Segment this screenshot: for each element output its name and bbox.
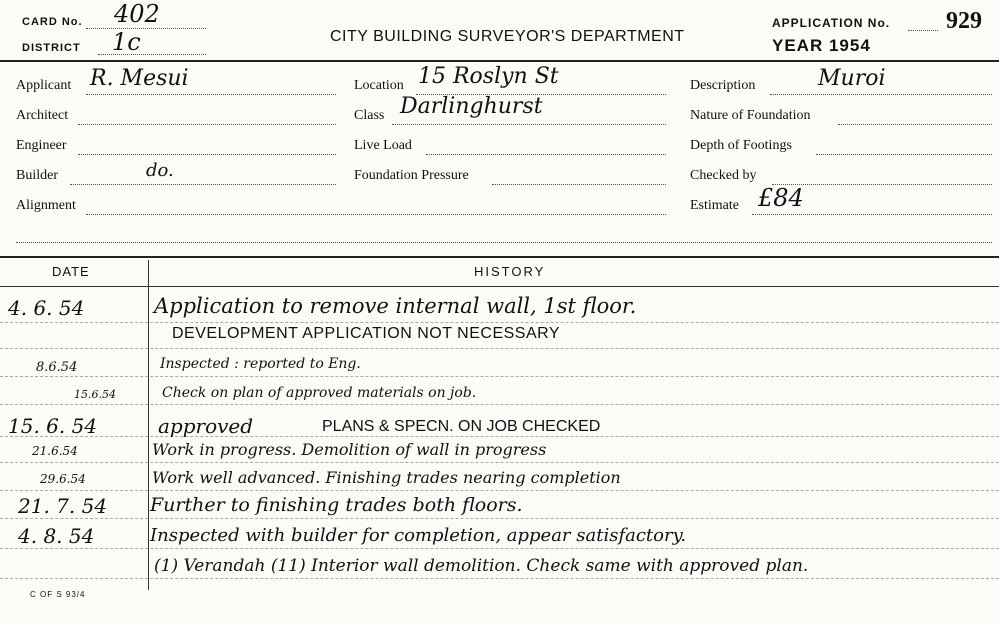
history-row-date: 4. 6. 54 bbox=[8, 296, 85, 320]
nature-of-foundation-label: Nature of Foundation bbox=[690, 108, 811, 123]
history-rule bbox=[0, 518, 999, 519]
application-label: APPLICATION No. bbox=[772, 16, 891, 30]
estimate-label: Estimate bbox=[690, 198, 739, 213]
class-line bbox=[392, 124, 666, 125]
history-top-rule bbox=[0, 256, 999, 258]
architect-line bbox=[78, 124, 336, 125]
location-value: 15 Roslyn St bbox=[418, 64, 559, 89]
checked-by-label: Checked by bbox=[690, 168, 757, 183]
plans-checked-stamp: PLANS & SPECN. ON JOB CHECKED bbox=[322, 418, 601, 435]
application-line bbox=[908, 30, 938, 31]
history-row-text: Inspected with builder for completion, appear satisfactory. bbox=[150, 525, 687, 546]
location-label: Location bbox=[354, 78, 404, 93]
department-title: CITY BUILDING SURVEYOR'S DEPARTMENT bbox=[330, 28, 685, 45]
history-rule bbox=[0, 436, 999, 437]
application-number: 929 bbox=[946, 8, 982, 34]
builder-label: Builder bbox=[16, 168, 58, 183]
description-line bbox=[770, 94, 992, 95]
history-row-date: 29.6.54 bbox=[40, 472, 86, 486]
history-rule bbox=[0, 462, 999, 463]
alignment-label: Alignment bbox=[16, 198, 76, 213]
application-year: YEAR 1954 bbox=[772, 36, 871, 55]
live-load-label: Live Load bbox=[354, 138, 412, 153]
card-number-line bbox=[86, 28, 206, 29]
history-row-text: Check on plan of approved materials on job. bbox=[162, 385, 477, 401]
history-row-date: 21. 7. 54 bbox=[18, 494, 108, 518]
applicant-label: Applicant bbox=[16, 78, 72, 93]
history-row-date: 15.6.54 bbox=[74, 388, 116, 401]
history-rule bbox=[0, 490, 999, 491]
district-label: DISTRICT bbox=[22, 42, 81, 54]
builder-line bbox=[70, 184, 336, 185]
history-rule bbox=[0, 578, 999, 579]
development-stamp: DEVELOPMENT APPLICATION NOT NECESSARY bbox=[172, 325, 561, 342]
architect-label: Architect bbox=[16, 108, 69, 123]
description-value: Muroi bbox=[818, 66, 886, 91]
description-label: Description bbox=[690, 78, 756, 93]
applicant-line bbox=[86, 94, 336, 95]
card-number-value: 402 bbox=[114, 0, 160, 28]
district-value: 1c bbox=[112, 28, 141, 56]
estimate-line bbox=[752, 214, 992, 215]
engineer-label: Engineer bbox=[16, 138, 67, 153]
history-row-date: 4. 8. 54 bbox=[18, 524, 95, 548]
class-label: Class bbox=[354, 108, 385, 123]
history-row-text: Further to finishing trades both floors. bbox=[150, 494, 523, 516]
depth-of-footings-label: Depth of Footings bbox=[690, 138, 792, 153]
class-value: Darlinghurst bbox=[400, 94, 543, 119]
history-rule bbox=[0, 376, 999, 377]
history-row-text: (1) Verandah (11) Interior wall demolition. Check same with approved plan. bbox=[154, 556, 809, 576]
history-rule bbox=[0, 404, 999, 405]
history-column-divider bbox=[148, 260, 149, 590]
foundation-pressure-line bbox=[492, 184, 666, 185]
history-row-date: 8.6.54 bbox=[36, 360, 78, 375]
date-header: DATE bbox=[52, 264, 90, 279]
history-row-text: Work well advanced. Finishing trades nearing completion bbox=[152, 468, 621, 487]
history-row-date: 15. 6. 54 bbox=[8, 414, 98, 438]
applicant-value: R. Mesui bbox=[90, 66, 189, 91]
history-rule bbox=[0, 322, 999, 323]
checked-by-line bbox=[772, 184, 992, 185]
foundation-pressure-label: Foundation Pressure bbox=[354, 168, 469, 183]
engineer-line bbox=[78, 154, 336, 155]
history-rule bbox=[0, 348, 999, 349]
builder-value: do. bbox=[146, 160, 174, 181]
estimate-value: £84 bbox=[758, 184, 804, 212]
history-header: HISTORY bbox=[474, 264, 546, 279]
live-load-line bbox=[426, 154, 666, 155]
extra-field-line bbox=[16, 242, 992, 243]
history-row-text: Work in progress. Demolition of wall in progress bbox=[152, 440, 547, 459]
alignment-line bbox=[86, 214, 666, 215]
history-header-rule bbox=[0, 286, 999, 287]
history-row-text: Application to remove internal wall, 1st floor. bbox=[154, 294, 637, 318]
history-row-text: Inspected : reported to Eng. bbox=[160, 356, 361, 372]
nature-of-foundation-line bbox=[838, 124, 992, 125]
depth-of-footings-line bbox=[816, 154, 992, 155]
form-code: C OF S 93/4 bbox=[30, 590, 86, 599]
history-rule bbox=[0, 548, 999, 549]
header-rule bbox=[0, 60, 999, 62]
history-row-date: 21.6.54 bbox=[32, 444, 78, 458]
history-row-text: approved bbox=[158, 414, 254, 438]
card-number-label: CARD No. bbox=[22, 16, 83, 28]
